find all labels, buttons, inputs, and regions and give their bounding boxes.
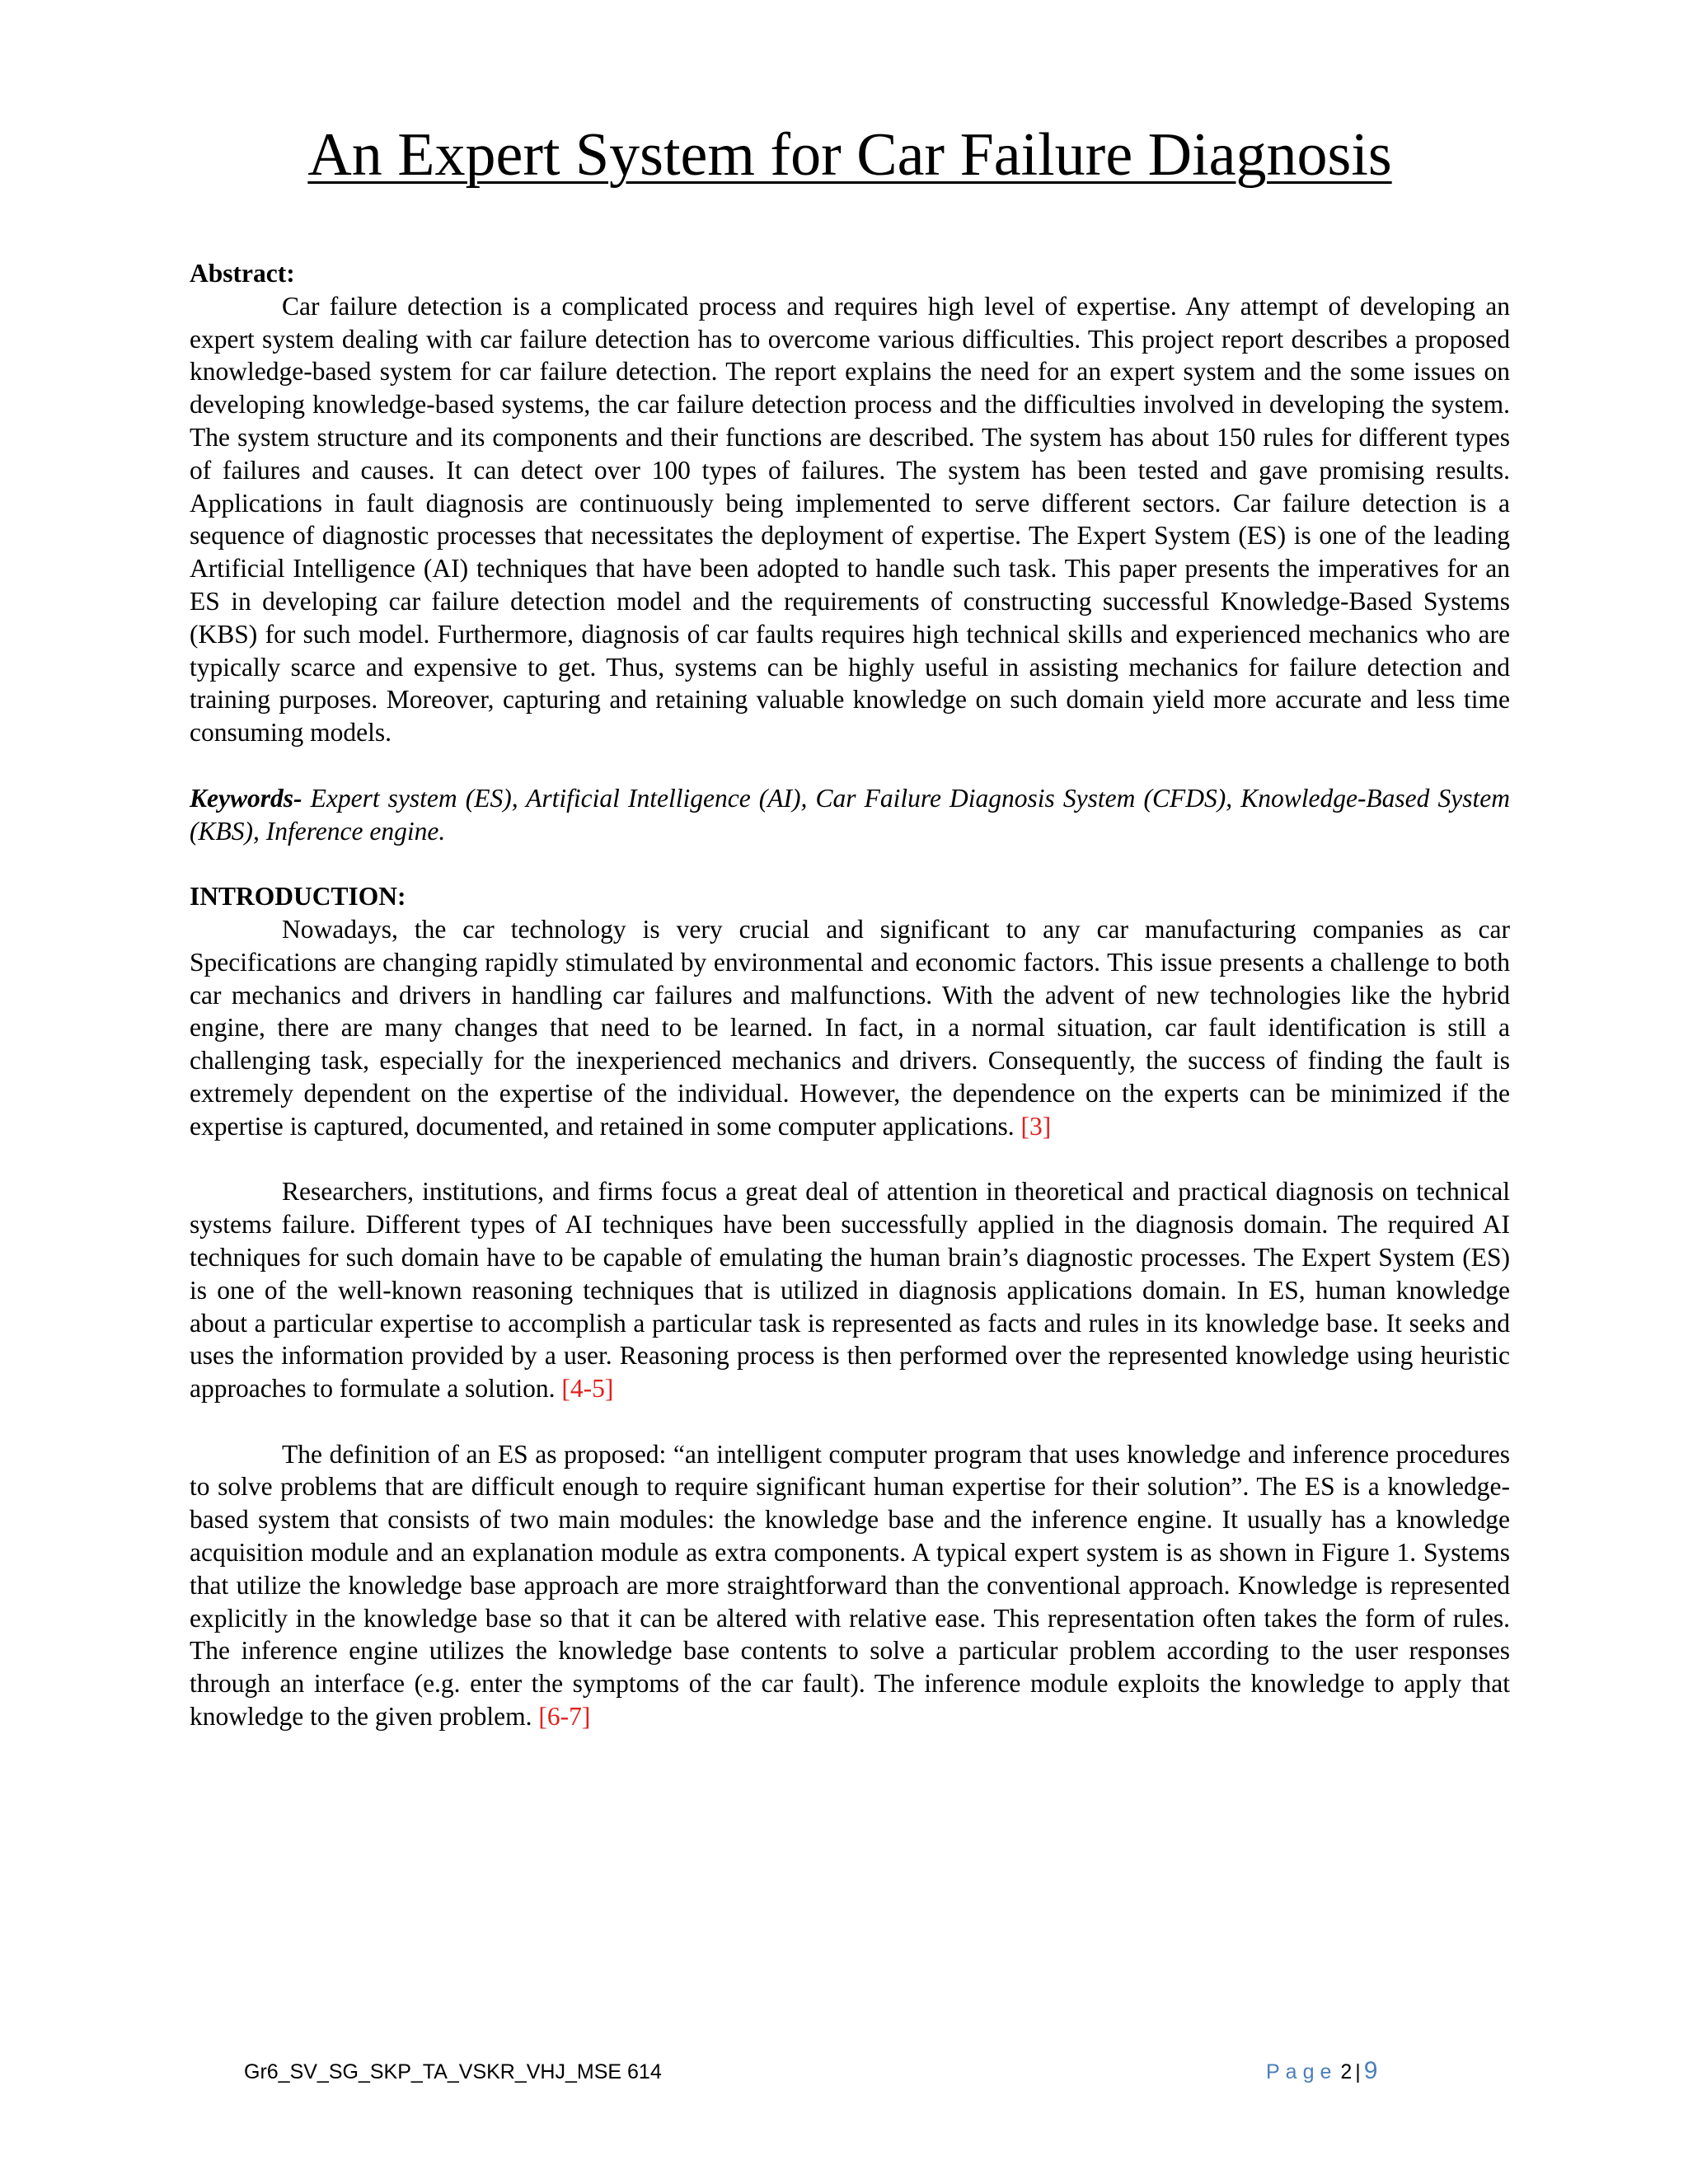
paragraph-text: The definition of an ES as proposed: “an intelligent computer program that uses knowledge and inference procedures to solve problems that are difficult enough to require significant human expertise for their solution”. The ES is a knowledge-based system that consists of two main modules: the knowledge base and the inference engine. It usually has a knowledge acquisition module and an explanation module as extra components. A typical expert system is as shown in Figure 1. Systems that utilize the knowledge base approach are more straightforward than the conventional approach. Knowledge is represented explicitly in the knowledge base so that it can be altered with relative ease. This representation often takes the form of rules. The inference engine utilizes the knowledge base contents to solve a particular problem according to the user responses through an interface (e.g. enter the symptoms of the car fault). The inference module exploits the knowledge to apply that knowledge to the given problem. (190, 1439, 1510, 1732)
spacer (190, 749, 1510, 782)
total-pages: 9 (1363, 2057, 1378, 2084)
keywords-text: Expert system (ES), Artificial Intelligence (AI), Car Failure Diagnosis System (CFDS), Knowledge-Based System (KBS), Inference engine. (190, 783, 1510, 846)
spacer (190, 847, 1510, 880)
introduction-heading: INTRODUCTION: (190, 882, 406, 912)
keywords-label: Keywords- (190, 783, 302, 813)
spacer (190, 1405, 1510, 1438)
footer-page-number (1266, 2057, 1377, 2085)
document-body (190, 257, 1510, 1733)
citation-link[interactable]: [3] (1020, 1111, 1052, 1141)
intro-paragraph-2 (190, 1175, 1510, 1405)
paragraph-text: Nowadays, the car technology is very crucial and significant to any car manufacturing companies as car Specifications are changing rapidly stimulated by environmental and economic factors. This issue presents a challenge to both car mechanics and drivers in handling car failures and malfunctions. With the advent of new technologies like the hybrid engine, there are many changes that need to be learned. In fact, in a normal situation, car fault identification is still a challenging task, especially for the inexperienced mechanics and drivers. Consequently, the success of finding the fault is extremely dependent on the expertise of the individual. However, the dependence on the experts can be minimized if the expertise is captured, documented, and retained in some computer applications. (190, 914, 1510, 1141)
abstract-text: Car failure detection is a complicated process and requires high level of expertise. Any attempt of developing an expert system dealing with car failure detection has to overcome various difficulties. This project report describes a proposed knowledge-based system for car failure detection. The report explains the need for an expert system and the some issues on developing knowledge-based systems, the car failure detection process and the difficulties involved in developing the system. The system structure and its components and their functions are described. The system has about 150 rules for different types of failures and causes. It can detect over 100 types of failures. The system has been tested and gave promising results. Applications in fault diagnosis are continuously being implemented to serve different sectors. Car failure detection is a sequence of diagnostic processes that necessitates the deployment of expertise. The Expert System (ES) is one of the leading Artificial Intelligence (AI) techniques that have been adopted to handle such task. This paper presents the imperatives for an ES in developing car failure detection model and the requirements of constructing successful Knowledge-Based Systems (KBS) for such model. Furthermore, diagnosis of car faults requires high technical skills and experienced mechanics who are typically scarce and expensive to get. Thus, systems can be highly useful in assisting mechanics for failure detection and training purposes. Moreover, capturing and retaining valuable knowledge on such domain yield more accurate and less time consuming models. (190, 291, 1510, 748)
abstract-heading: Abstract: (190, 259, 295, 288)
keywords (190, 782, 1510, 848)
page-label: Page (1266, 2060, 1338, 2083)
citation-link[interactable]: [6-7] (538, 1702, 591, 1732)
citation-link[interactable]: [4-5] (561, 1374, 614, 1404)
paragraph-text: Researchers, institutions, and firms focus a great deal of attention in theoretical and practical diagnosis on technical systems failure. Different types of AI techniques have been successfully applied in the diagnosis domain. The required AI techniques for such domain have to be capable of emulating the human brain’s diagnostic processes. The Expert System (ES) is one of the well-known reasoning techniques that is utilized in diagnosis applications domain. In ES, human knowledge about a particular expertise to accomplish a particular task is represented as facts and rules in its knowledge base. It seeks and uses the information provided by a user. Reasoning process is then performed over the represented knowledge using heuristic approaches to formulate a solution. (190, 1177, 1510, 1404)
spacer (190, 1143, 1510, 1176)
page-separator: | (1355, 2060, 1361, 2083)
document-title: An Expert System for Car Failure Diagnosis (307, 121, 1392, 189)
footer-document-id: Gr6_SV_SG_SKP_TA_VSKR_VHJ_MSE 614 (244, 2060, 662, 2083)
intro-paragraph-3 (190, 1438, 1510, 1733)
current-page: 2 (1340, 2060, 1353, 2083)
intro-paragraph-1 (190, 913, 1510, 1143)
